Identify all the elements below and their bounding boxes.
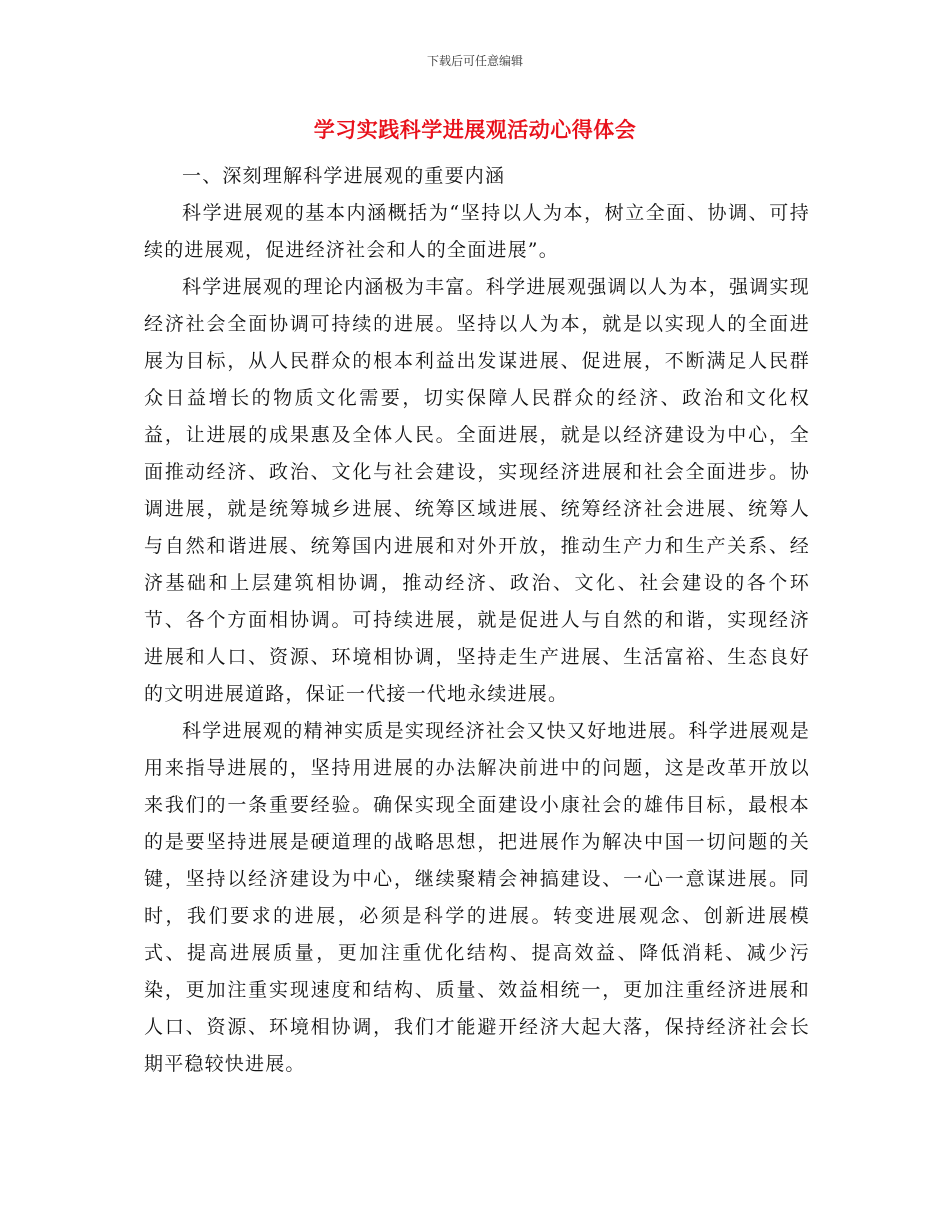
section-heading: 一、深刻理解科学进展观的重要内涵: [182, 165, 506, 187]
document-body: [144, 158, 810, 1083]
header-note: 下载后可任意编辑: [426, 54, 523, 68]
paragraph-theory: 科学进展观的理论内涵极为丰富。科学进展观强调以人为本，强调实现经济社会全面协调可持续的进展。坚持以人为本，就是以实现人的全面进展为目标，从人民群众的根本利益出发谋进展、促进展，不断满足人民群众日益增长的物质文化需要，切实保障人民群众的经济、政治和文化权益，让进展的成果惠及全体人民。全面进展，就是以经济建设为中心，全面推动经济、政治、文化与社会建设，实现经济进展和社会全面进步。协调进展，就是统筹城乡进展、统筹区域进展、统筹经济社会进展、统筹人与自然和谐进展、统筹国内进展和对外开放，推动生产力和生产关系、经济基础和上层建筑相协调，推动经济、政治、文化、社会建设的各个环节、各个方面相协调。可持续进展，就是促进人与自然的和谐，实现经济进展和人口、资源、环境相协调，坚持走生产进展、生活富裕、生态良好的文明进展道路，保证一代接一代地永续进展。: [144, 276, 810, 705]
paragraph-essence: 科学进展观的精神实质是实现经济社会又快又好地进展。科学进展观是用来指导进展的，坚持用进展的办法解决前进中的问题，这是改革开放以来我们的一条重要经验。确保实现全面建设小康社会的雄伟目标，最根本的是要坚持进展是硬道理的战略思想，把进展作为解决中国一切问题的关键，坚持以经济建设为中心，继续聚精会神搞建设、一心一意谋进展。同时，我们要求的进展，必须是科学的进展。转变进展观念、创新进展模式、提高进展质量，更加注重优化结构、提高效益、降低消耗、减少污染，更加注重实现速度和结构、质量、效益相统一，更加注重经济进展和人口、资源、环境相协调，我们才能避开经济大起大落，保持经济社会长期平稳较快进展。: [144, 720, 810, 1075]
document-title: 学习实践科学进展观活动心得体会: [313, 118, 637, 142]
paragraph-definition: 科学进展观的基本内涵概括为“坚持以人为本，树立全面、协调、可持续的进展观，促进经济社会和人的全面进展”。: [144, 202, 810, 261]
